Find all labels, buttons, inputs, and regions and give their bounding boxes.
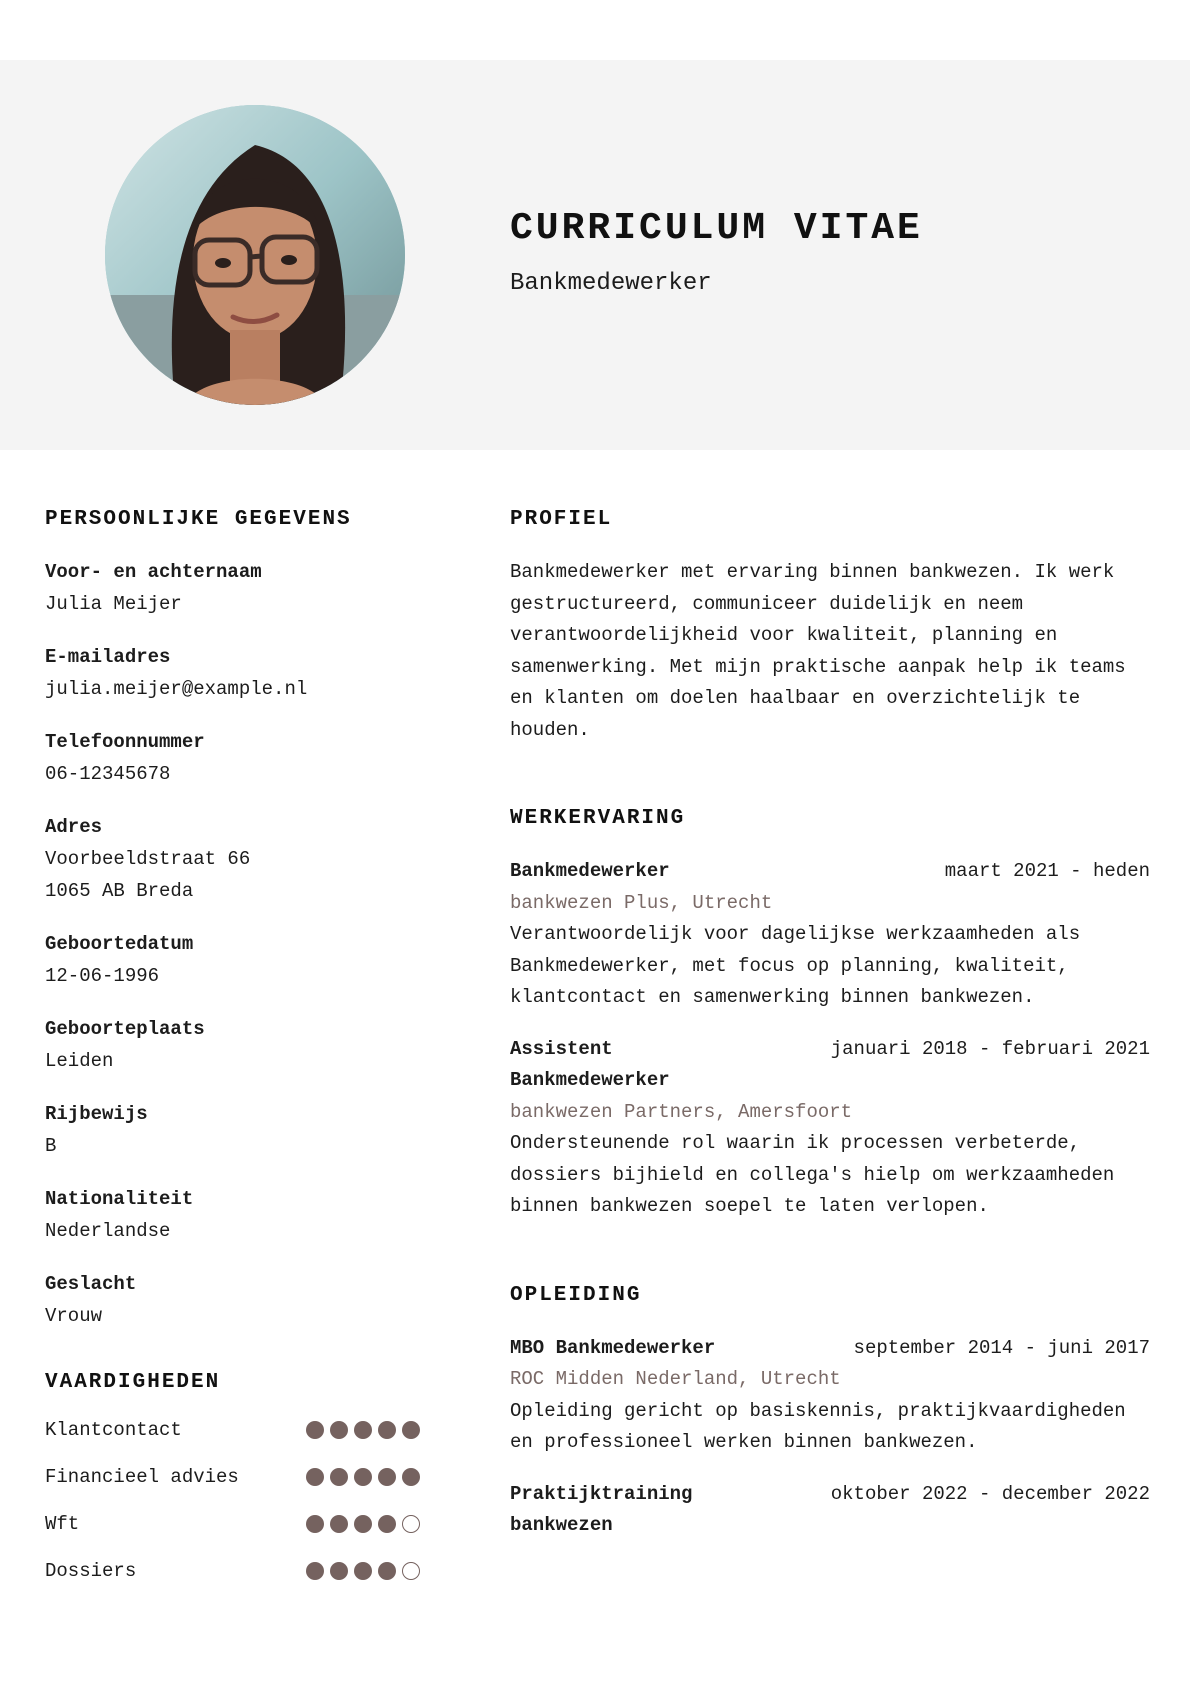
rating-dot-filled	[354, 1468, 372, 1486]
page-title: CURRICULUM VITAE	[510, 207, 923, 250]
experience-section	[510, 804, 1150, 1223]
field-license	[45, 1099, 445, 1162]
personal-section-title: PERSOONLIJKE GEGEVENS	[45, 508, 352, 531]
field-birthplace	[45, 1014, 445, 1077]
entry-date: oktober 2022 - december 2022	[830, 1482, 1150, 1505]
skill-rating	[306, 1515, 420, 1533]
skill-row	[45, 1453, 420, 1500]
entry-date: januari 2018 - februari 2021	[830, 1037, 1150, 1060]
field-address	[45, 812, 445, 907]
entry-role: Praktijktraining bankwezen	[510, 1482, 693, 1536]
entry-description: Opleiding gericht op basiskennis, praktijkvaardigheden en professioneel werken binnen bankwezen.	[510, 1399, 1126, 1453]
field-label: Rijbewijs	[45, 1103, 148, 1125]
experience-entry	[510, 1034, 1150, 1223]
rating-dot-filled	[354, 1562, 372, 1580]
rating-dot-filled	[402, 1468, 420, 1486]
skills-section-title: VAARDIGHEDEN	[45, 1371, 221, 1394]
field-value: Nederlandse	[45, 1220, 171, 1242]
education-section-title: OPLEIDING	[510, 1283, 642, 1307]
rating-dot-filled	[402, 1421, 420, 1439]
skill-rating	[306, 1468, 420, 1486]
skills-section	[45, 1368, 445, 1594]
field-value: 12-06-1996	[45, 965, 160, 987]
field-label: Voor- en achternaam	[45, 561, 262, 583]
field-value: Julia Meijer	[45, 593, 182, 615]
rating-dot-filled	[354, 1421, 372, 1439]
rating-dot-filled	[378, 1562, 396, 1580]
entry-role: Bankmedewerker	[510, 860, 670, 882]
profile-section-title: PROFIEL	[510, 508, 613, 531]
left-column	[45, 505, 445, 1594]
field-value: Leiden	[45, 1050, 114, 1072]
rating-dot-filled	[306, 1562, 324, 1580]
education-entry	[510, 1333, 1150, 1459]
experience-section-title: WERKERVARING	[510, 807, 686, 830]
field-value: Voorbeeldstraat 66 1065 AB Breda	[45, 848, 251, 902]
rating-dot-filled	[378, 1468, 396, 1486]
profile-text: Bankmedewerker met ervaring binnen bankwezen. Ik werk gestructureerd, communiceer duidelijk en neem verantwoordelijkheid voor kwaliteit, planning en samenwerking. Met mijn praktische aanpak help ik teams en klanten om doelen haalbaar en overzichtelijk te houden.	[510, 561, 1126, 741]
right-column	[510, 505, 1150, 1600]
entry-description: Verantwoordelijk voor dagelijkse werkzaamheden als Bankmedewerker, met focus op planning, kwaliteit, klantcontact en samenwerking binnen bankwezen.	[510, 923, 1081, 1008]
rating-dot-filled	[354, 1515, 372, 1533]
entry-organization: bankwezen Partners, Amersfoort	[510, 1100, 853, 1123]
skill-name: Financieel advies	[45, 1465, 239, 1488]
rating-dot-filled	[306, 1421, 324, 1439]
rating-dot-filled	[330, 1515, 348, 1533]
entry-role: Assistent Bankmedewerker	[510, 1037, 670, 1091]
education-entry	[510, 1479, 1150, 1542]
entry-description: Ondersteunende rol waarin ik processen verbeterde, dossiers bijhield en collega's hielp om werkzaamheden binnen bankwezen soepel te laten verlopen.	[510, 1132, 1115, 1217]
rating-dot-filled	[330, 1421, 348, 1439]
rating-dot-filled	[330, 1562, 348, 1580]
portrait-photo-icon	[105, 105, 405, 405]
rating-dot-filled	[330, 1468, 348, 1486]
skill-name: Wft	[45, 1512, 80, 1535]
education-section	[510, 1281, 1150, 1542]
rating-dot-empty	[402, 1515, 420, 1533]
entry-date: september 2014 - juni 2017	[853, 1336, 1150, 1359]
rating-dot-filled	[378, 1515, 396, 1533]
field-label: Adres	[45, 816, 103, 838]
field-label: Telefoonnummer	[45, 731, 205, 753]
skill-rating	[306, 1421, 420, 1439]
rating-dot-filled	[306, 1468, 324, 1486]
entry-role: MBO Bankmedewerker	[510, 1336, 716, 1359]
field-value: 06-12345678	[45, 763, 171, 785]
skill-name: Dossiers	[45, 1559, 137, 1582]
field-value: julia.meijer@example.nl	[45, 678, 308, 700]
skill-rating	[306, 1562, 420, 1580]
rating-dot-filled	[306, 1515, 324, 1533]
field-label: Geslacht	[45, 1273, 137, 1295]
profile-photo	[105, 105, 405, 405]
field-label: Geboortedatum	[45, 933, 194, 955]
entry-organization: bankwezen Plus, Utrecht	[510, 891, 773, 914]
rating-dot-empty	[402, 1562, 420, 1580]
field-label: Nationaliteit	[45, 1188, 194, 1210]
field-email	[45, 642, 445, 705]
field-birthdate	[45, 929, 445, 992]
job-title: Bankmedewerker	[510, 270, 712, 297]
skill-row	[45, 1547, 420, 1594]
field-nationality	[45, 1184, 445, 1247]
field-label: E-mailadres	[45, 646, 171, 668]
field-value: Vrouw	[45, 1305, 103, 1327]
rating-dot-filled	[378, 1421, 396, 1439]
field-name	[45, 557, 445, 620]
profile-section	[510, 505, 1150, 746]
field-label: Geboorteplaats	[45, 1018, 205, 1040]
entry-date: maart 2021 - heden	[944, 860, 1150, 882]
field-value: B	[45, 1135, 57, 1157]
field-gender	[45, 1269, 445, 1332]
skill-row	[45, 1406, 420, 1453]
entry-organization: ROC Midden Nederland, Utrecht	[510, 1368, 841, 1390]
skill-row	[45, 1500, 420, 1547]
field-phone	[45, 727, 445, 790]
experience-entry	[510, 856, 1150, 1014]
skill-name: Klantcontact	[45, 1418, 182, 1441]
